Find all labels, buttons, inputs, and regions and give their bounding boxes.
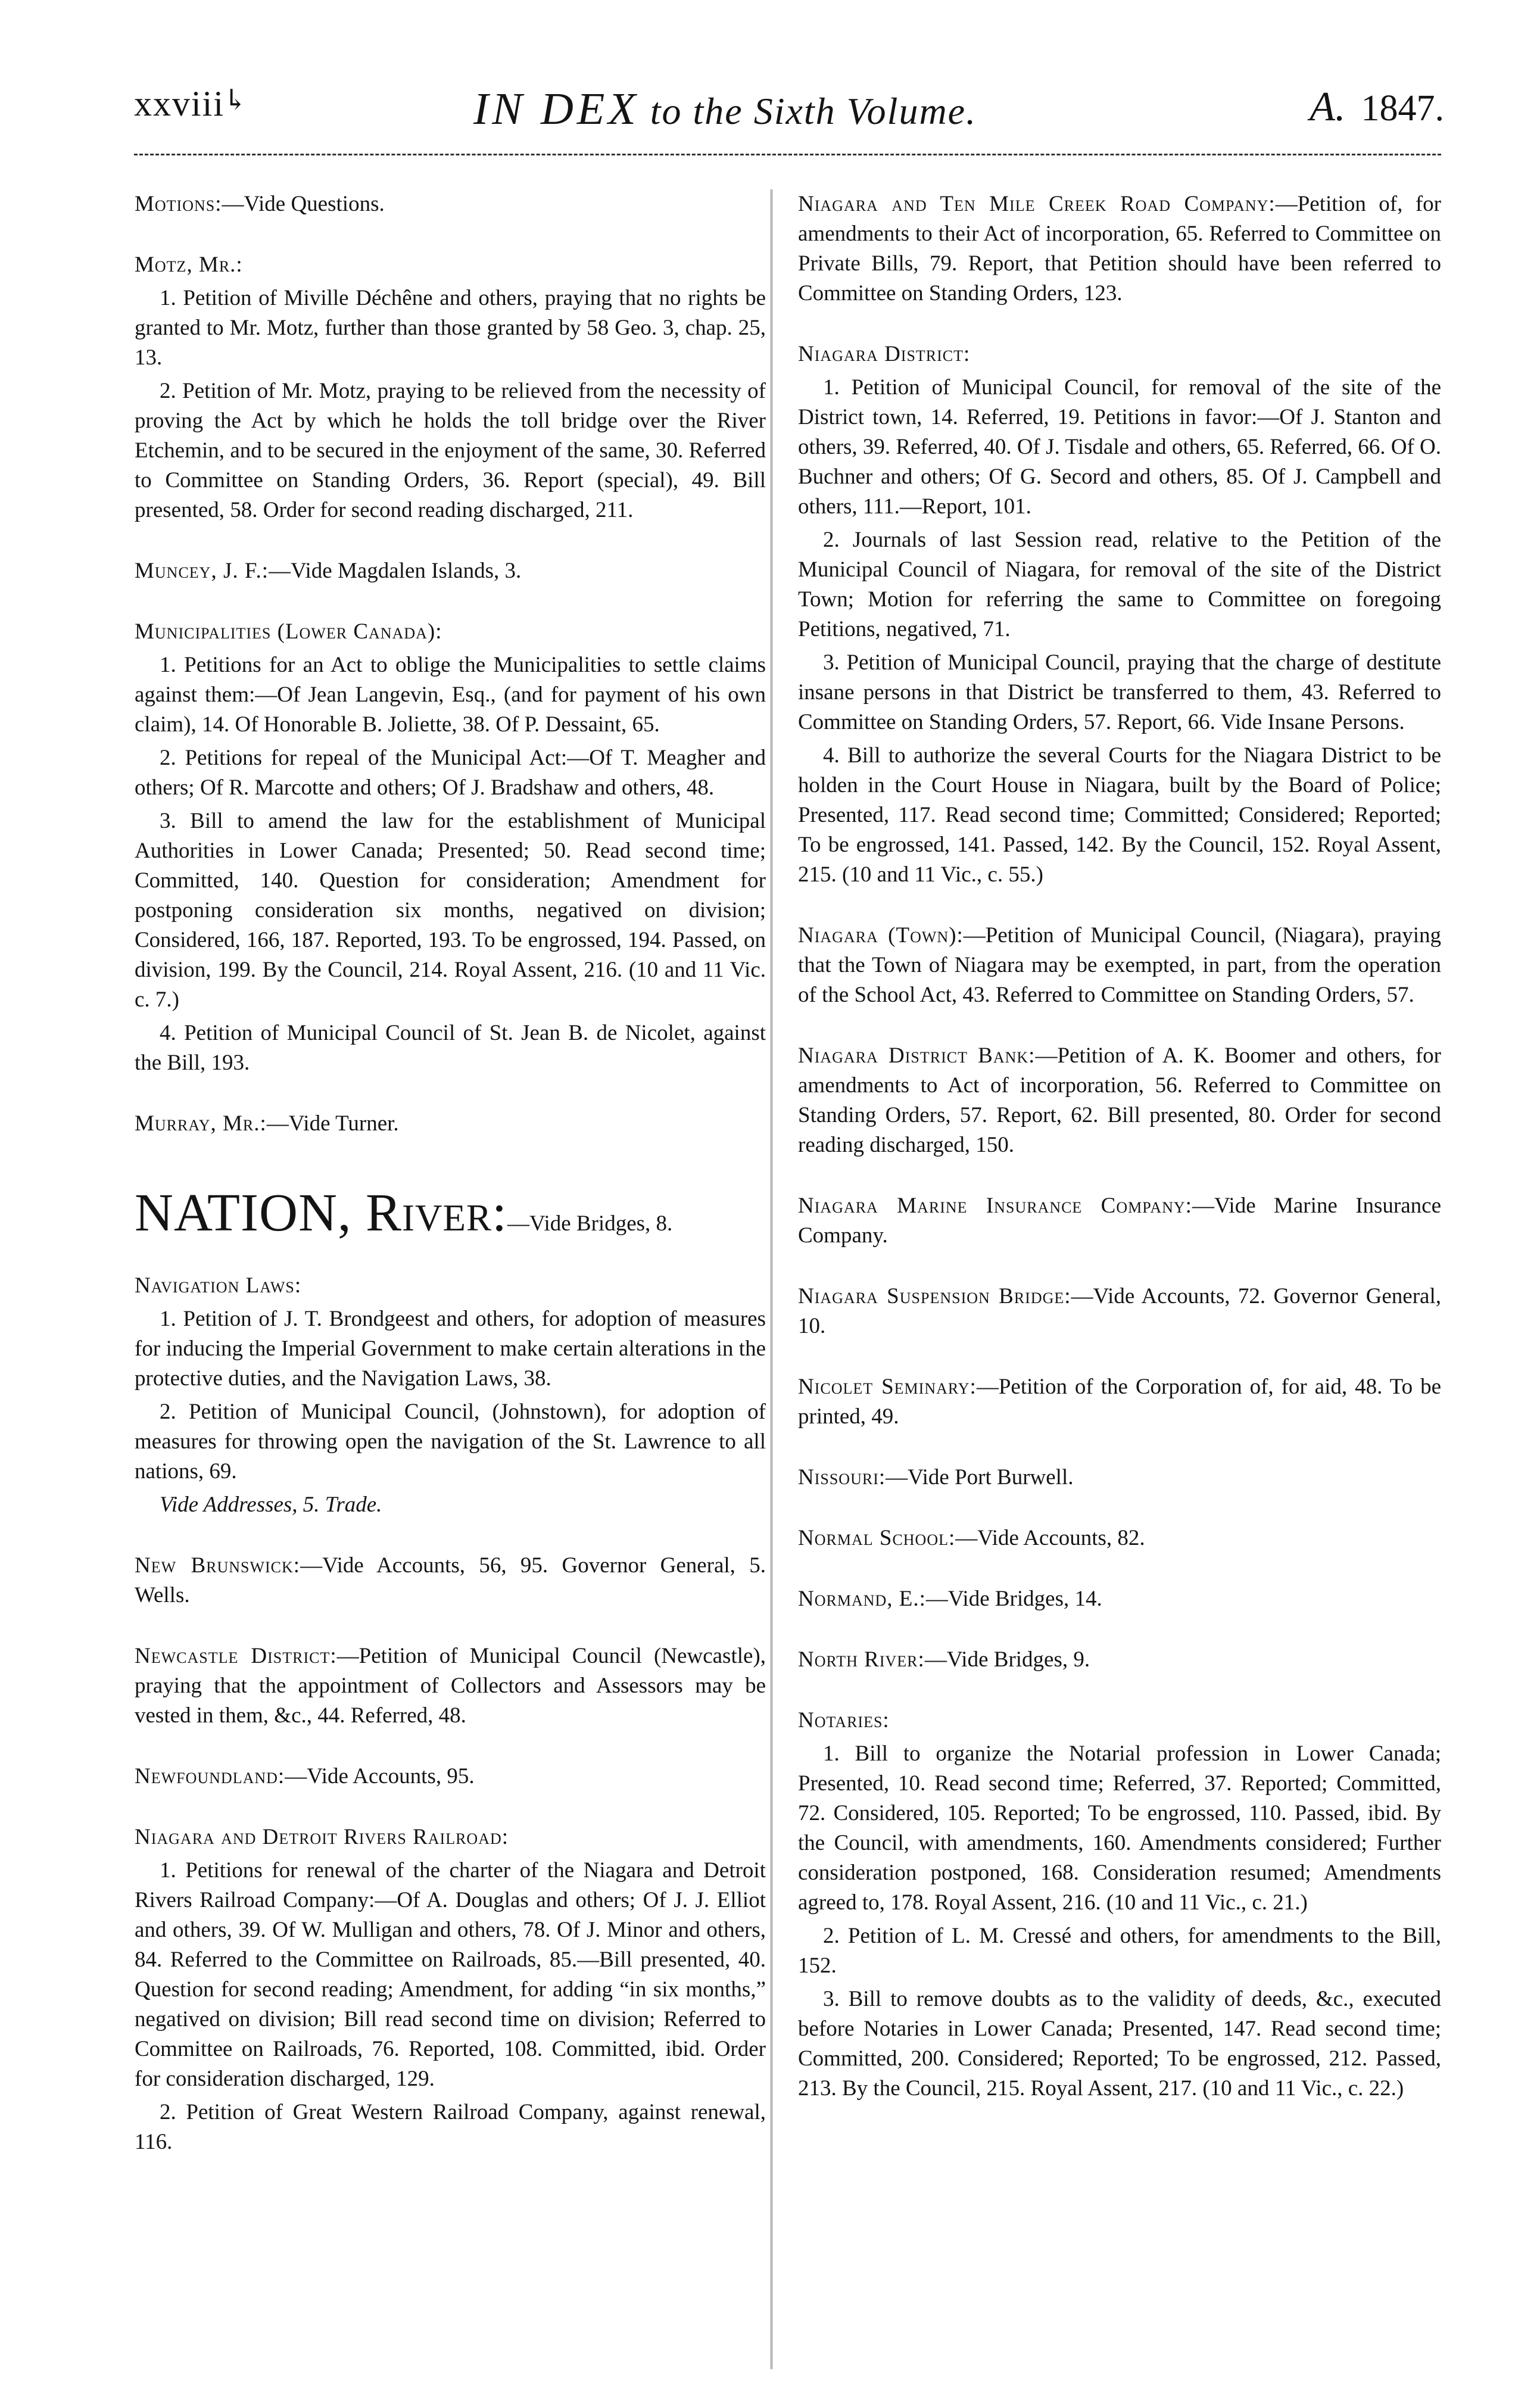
entry-text: —Petition of A. K. Boomer and others, for amendments to Act of incorporation, 56. Referred to Committee on Standing Orders, 57. Report, 62. Bill presented, 80. Order for second reading discharged, 150. <box>798 1043 1442 1157</box>
index-entry <box>798 1191 1441 1251</box>
index-entry <box>798 1463 1441 1492</box>
entry-text: —Vide Accounts, 56, 95. Governor General, 5. Wells. <box>135 1553 766 1607</box>
entry-paragraph: 2. Journals of last Session read, relative to the Petition of the Municipal Council of Niagara, for removal of the site of the District Town; Motion for referring the same to Committee on foregoing Petitions, negatived, 71. <box>798 528 1441 641</box>
index-entry <box>135 617 766 1078</box>
entry-heading: Niagara District Bank: <box>798 1043 1036 1068</box>
entry-paragraph: Vide Addresses, 5. Trade. <box>160 1492 382 1517</box>
entry-heading: Niagara Marine Insurance Company: <box>798 1194 1192 1218</box>
running-title-main: IN DEX <box>473 84 640 134</box>
index-entry <box>135 250 766 525</box>
entry-paragraph: 2. Petition of Municipal Council, (Johnstown), for adoption of measures for throwing open the navigation of the St. Lawrence to all nations, 69. <box>135 1400 766 1484</box>
entry-heading: Motions: <box>135 192 222 216</box>
entry-text: —Petition of the Corporation of, for aid, 48. To be printed, 49. <box>798 1375 1441 1429</box>
entry-heading: Municipalities (Lower Canada): <box>135 619 442 644</box>
index-entry <box>798 1584 1441 1614</box>
running-title-rest: to the Sixth Volume. <box>639 90 977 132</box>
index-entry <box>135 1109 766 1139</box>
entry-heading: Murray, Mr.: <box>135 1111 267 1136</box>
entry-paragraph: 4. Petition of Municipal Council of St. Jean B. de Nicolet, against the Bill, 193. <box>135 1021 766 1075</box>
entry-paragraph: 2. Petition of Mr. Motz, praying to be relieved from the necessity of proving the Act by which he holds the toll bridge over the River Etchemin, and to be secured in the enjoyment of the same, 30. Referred to Committee on Standing Orders, 36. Report (special), 49. Bill presented, 58. Order for second reading discharged, 211. <box>135 379 766 522</box>
entry-heading: Normal School: <box>798 1526 956 1550</box>
entry-text: —Vide Bridges, 14. <box>925 1587 1102 1611</box>
entry-heading: North River: <box>798 1647 925 1672</box>
entry-heading: Normand, E.: <box>798 1587 926 1611</box>
entry-text: —Vide Port Burwell. <box>886 1465 1074 1490</box>
index-entry <box>135 1641 766 1731</box>
entry-paragraph: 2. Petitions for repeal of the Municipal Act:—Of T. Meagher and others; Of R. Marcotte and others; Of J. Bradshaw and others, 48. <box>135 746 766 800</box>
entry-paragraph: 1. Petition of Miville Déchêne and others, praying that no rights be granted to Mr. Motz, further than those granted by 58 Geo. 3, chap. 25, 13. <box>135 286 766 370</box>
entry-text: —Vide Accounts, 95. <box>285 1764 475 1788</box>
entry-paragraph: 2. Petition of Great Western Railroad Company, against renewal, 116. <box>135 2100 766 2154</box>
entry-heading: Niagara and Ten Mile Creek Road Company: <box>798 192 1276 216</box>
entry-heading: Newcastle District: <box>135 1644 337 1668</box>
entry-heading: Niagara District: <box>798 342 971 366</box>
entry-text: —Petition of, for amendments to their Act of incorporation, 65. Referred to Committee on Private Bills, 79. Report, that Petition should have been referred to Committee on Standing Orders, 123. <box>798 192 1441 306</box>
page-number: xxviii <box>134 84 225 123</box>
index-entry <box>135 1822 766 2157</box>
entry-text: —Vide Accounts, 72. Governor General, 10. <box>798 1284 1441 1338</box>
series-letter: A. <box>1310 84 1346 130</box>
entry-paragraph: 4. Bill to authorize the several Courts for the Niagara District to be holden in the Court House in Niagara, built by the Board of Police; Presented, 117. Read second time; Committed; Considered; Reported; To be engrossed, 141. Passed, 142. By the Council, 152. Royal Assent, 215. (10 and 11 Vic., c. 55.) <box>798 743 1441 887</box>
entry-paragraph: 1. Petition of Municipal Council, for removal of the site of the District town, 14. Referred, 19. Petitions in favor:—Of J. Stanton and others, 39. Referred, 40. Of J. Tisdale and others, 65. Referred, 66. Of O. Buchner and others; Of G. Secord and others, 85. Of J. Campbell and others, 111.—Report, 101. <box>798 375 1441 519</box>
entry-paragraph: 3. Bill to remove doubts as to the validity of deeds, &c., executed before Notaries in Lower Canada; Presented, 147. Read second time; Committed, 200. Considered; Reported; To be engrossed, 212. Passed, 213. By the Council, 215. Royal Assent, 217. (10 and 11 Vic., c. 22.) <box>798 1987 1441 2101</box>
entry-text: —Vide Bridges, 9. <box>924 1647 1090 1672</box>
entry-heading: Notaries: <box>798 1708 890 1733</box>
year: 1847. <box>1361 88 1444 129</box>
index-entry <box>135 1762 766 1791</box>
index-entry <box>135 1551 766 1610</box>
index-entry <box>798 189 1441 309</box>
index-entry <box>798 1372 1441 1432</box>
entry-paragraph: 1. Bill to organize the Notarial profession in Lower Canada; Presented, 10. Read second time; Referred, 37. Reported; Committed, 72. Considered, 105. Reported; To be engrossed, 110. Passed, ibid. By the Council, with amendments, 160. Amendments considered; Further consideration postponed, 168. Consideration resumed; Amendments agreed to, 178. Royal Assent, 216. (10 and 11 Vic., c. 21.) <box>798 1741 1441 1915</box>
entry-heading: Niagara (Town): <box>798 923 964 948</box>
index-entry <box>798 339 1441 890</box>
index-entry <box>798 1523 1441 1553</box>
entry-heading: Nicolet Seminary: <box>798 1375 977 1399</box>
right-column <box>798 189 1441 2135</box>
entry-heading: Niagara and Detroit Rivers Railroad: <box>135 1825 509 1849</box>
index-entry <box>798 1282 1441 1341</box>
printer-mark: ↳ <box>223 85 248 116</box>
column-divider <box>771 189 772 2369</box>
index-entry <box>798 1041 1441 1160</box>
entry-heading: Muncey, J. F.: <box>135 559 269 583</box>
entry-heading: Motz, Mr.: <box>135 253 243 277</box>
entry-text: —Vide Accounts, 82. <box>955 1526 1145 1550</box>
entry-text: —Vide Turner. <box>266 1111 399 1136</box>
entry-heading: Newfoundland: <box>135 1764 285 1788</box>
running-title <box>473 83 977 135</box>
entry-paragraph: 1. Petition of J. T. Brondgeest and others, for adoption of measures for inducing the Imperial Government to make certain alterations in the protective duties, and the Navigation Laws, 38. <box>135 1307 766 1391</box>
entry-heading: Navigation Laws: <box>135 1273 302 1298</box>
series-year <box>1310 83 1444 131</box>
entry-paragraph: 2. Petition of L. M. Cressé and others, for amendments to the Bill, 152. <box>798 1924 1441 1978</box>
entry-text: —Petition of Municipal Council (Newcastle), praying that the appointment of Collectors and Assessors may be vested in them, &c., 44. Referred, 48. <box>135 1644 766 1728</box>
section-heading: NATION, River: <box>135 1183 507 1242</box>
entry-heading: Niagara Suspension Bridge: <box>798 1284 1071 1308</box>
left-column <box>135 189 766 2188</box>
entry-paragraph: 3. Petition of Municipal Council, praying that the charge of destitute insane persons in that District be transferred to them, 43. Referred to Committee on Standing Orders, 57. Report, 66. Vide Insane Persons. <box>798 650 1441 734</box>
index-entry <box>135 1271 766 1520</box>
entry-heading: New Brunswick: <box>135 1553 301 1578</box>
index-entry <box>798 1645 1441 1675</box>
entry-heading: Nissouri: <box>798 1465 886 1490</box>
entry-text: —Vide Bridges, 8. <box>507 1211 673 1236</box>
entry-text: —Vide Marine Insurance Company. <box>798 1194 1441 1248</box>
entry-text: —Petition of Municipal Council, (Niagara), praying that the Town of Niagara may be exempted, in part, from the operation of the School Act, 43. Referred to Committee on Standing Orders, 57. <box>798 923 1441 1007</box>
section-letter-entry <box>135 1183 766 1242</box>
page-header <box>134 83 1444 143</box>
entry-text: —Vide Magdalen Islands, 3. <box>269 559 522 583</box>
entry-paragraph: 1. Petitions for an Act to oblige the Municipalities to settle claims against them:—Of Jean Langevin, Esq., (and for payment of his own claim), 14. Of Honorable B. Joliette, 38. Of P. Dessaint, 65. <box>135 653 766 737</box>
index-entry <box>135 189 766 219</box>
index-entry <box>798 921 1441 1010</box>
header-rule <box>134 154 1441 155</box>
entry-text: —Vide Questions. <box>222 192 385 216</box>
entry-paragraph: 1. Petitions for renewal of the charter of the Niagara and Detroit Rivers Railroad Company:—Of A. Douglas and others; Of J. J. Elliot and others, 39. Of W. Mulligan and others, 78. Of J. Minor and others, 84. Referred to the Committee on Railroads, 85.—Bill presented, 40. Question for second reading; Amendment, for adding “in six months,” negatived on division; Bill read second time on division; Referred to Committee on Railroads, 76. Reported, 108. Committed, ibid. Order for consideration discharged, 129. <box>135 1858 766 2091</box>
entry-paragraph: 3. Bill to amend the law for the establishment of Municipal Authorities in Lower Canada; Presented; 50. Read second time; Committed, 140. Question for consideration; Amendment for postponing consideration six months, negatived on division; Considered, 166, 187. Reported, 193. To be engrossed, 194. Passed, on division, 199. By the Council, 214. Royal Assent, 216. (10 and 11 Vic. c. 7.) <box>135 809 766 1012</box>
index-entry <box>798 1706 1441 2104</box>
index-entry <box>135 556 766 586</box>
